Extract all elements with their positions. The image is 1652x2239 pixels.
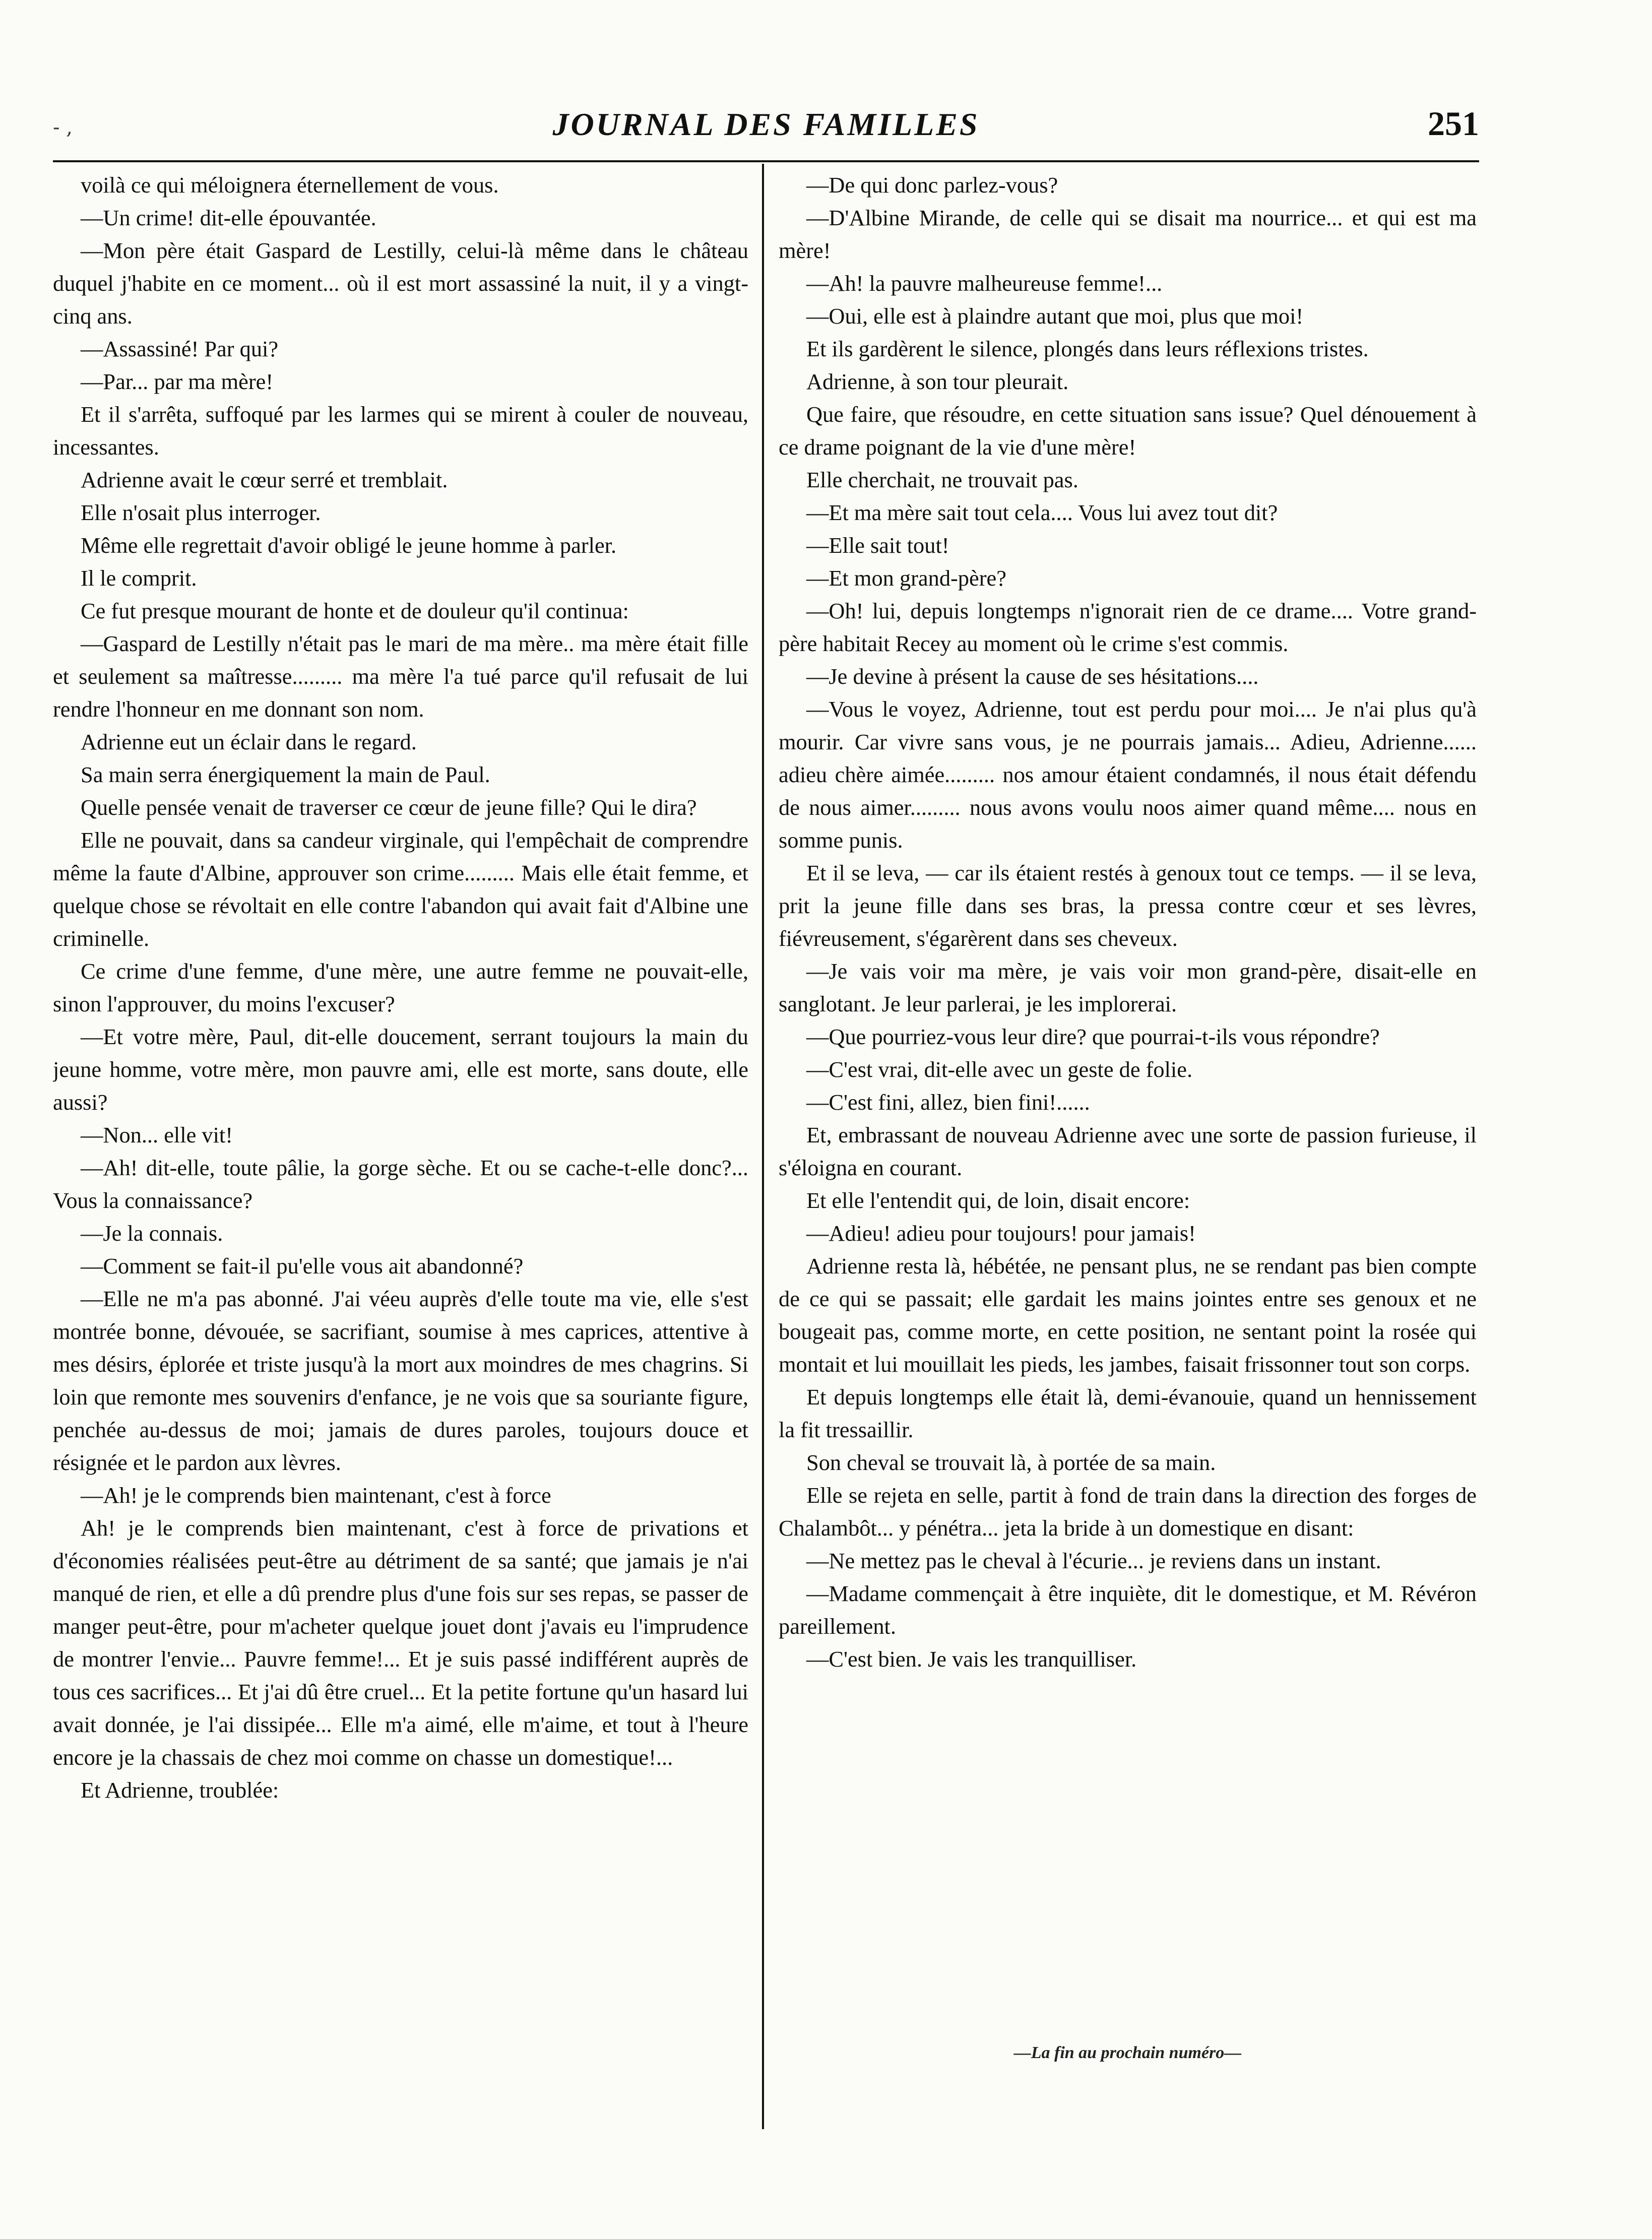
paragraph: —Oui, elle est à plaindre autant que moi, plus que moi!	[806, 303, 1304, 329]
paragraph: Même elle regrettait d'avoir obligé le jeune homme à parler.	[81, 533, 617, 558]
paragraph: —C'est vrai, dit-elle avec un geste de folie.	[806, 1057, 1193, 1082]
column-divider	[762, 164, 764, 2129]
right-column	[779, 169, 1477, 2134]
paragraph: —Par... par ma mère!	[81, 369, 274, 394]
paragraph: Et ils gardèrent le silence, plongés dans leurs réflexions tristes.	[806, 336, 1369, 361]
running-title: JOURNAL DES FAMILLES	[552, 106, 980, 142]
paragraph: —Je devine à présent la cause de ses hésitations....	[806, 664, 1259, 689]
paragraph: Et il se leva, — car ils étaient restés à genoux tout ce temps. — il se leva, prit la jeune fille dans ses bras, la pressa contre cœur et ses lèvres, fiévreusement, s'égarèrent dans ses cheveux.	[779, 860, 1477, 951]
page-header	[53, 101, 1479, 156]
paragraph: Adrienne avait le cœur serré et tremblait.	[81, 467, 448, 492]
paragraph: —Et votre mère, Paul, dit-elle doucement, serrant toujours la main du jeune homme, votre mère, mon pauvre ami, elle est morte, sans doute, elle aussi?	[53, 1024, 748, 1115]
paragraph: —Ah! la pauvre malheureuse femme!...	[806, 271, 1163, 296]
continuation-note: —La fin au prochain numéro—	[1013, 2043, 1242, 2062]
paragraph: —Adieu! adieu pour toujours! pour jamais!	[806, 1221, 1196, 1246]
paragraph: Il le comprit.	[81, 565, 197, 591]
paragraph: Elle se rejeta en selle, partit à fond de train dans la direction des forges de Chalambôt... y pénétra... jeta la bride à un domestique en disant:	[779, 1483, 1477, 1541]
paragraph: Et depuis longtemps elle était là, demi-évanouie, quand un hennissement la fit tressaillir.	[779, 1384, 1477, 1442]
paragraph: —Mon père était Gaspard de Lestilly, celui-là même dans le château duquel j'habite en ce moment... où il est mort assassiné la nuit, il y a vingt-cinq ans.	[53, 238, 748, 329]
paragraph: —Ah! dit-elle, toute pâlie, la gorge sèche. Et ou se cache-t-elle donc?... Vous la connaissance?	[53, 1155, 748, 1213]
paragraph: Ah! je le comprends bien maintenant, c'est à force de privations et d'économies réalisées peut-être au détriment de sa santé; que jamais je n'ai manqué de rien, et elle a dû prendre plus d'une fois sur ses repas, se passer de manger peut-être, pour m'acheter quelque jouet dont j'avais eu l'imprudence de montrer l'envie... Pauvre femme!... Et je suis passé indifférent auprès de tous ces sacrifices... Et j'ai dû être cruel... Et la petite fortune qu'un hasard lui avait donnée, je l'ai dissipée... Elle m'a aimé, elle m'aime, et tout à l'heure encore je la chassais de chez moi comme on chasse un domestique!...	[53, 1515, 748, 1770]
page-number: 251	[1428, 104, 1479, 143]
header-margin-mark: - ,	[53, 116, 73, 139]
paragraph: —Et mon grand-père?	[806, 565, 1006, 591]
paragraph: —Assassiné! Par qui?	[81, 336, 279, 361]
paragraph: Que faire, que résoudre, en cette situation sans issue? Quel dénouement à ce drame poignant de la vie d'une mère!	[779, 402, 1477, 460]
paragraph: Adrienne eut un éclair dans le regard.	[81, 729, 417, 754]
paragraph: —Un crime! dit-elle épouvantée.	[81, 205, 376, 230]
paragraph: Adrienne resta là, hébétée, ne pensant plus, ne se rendant pas bien compte de ce qui se passait; elle gardait les mains jointes entre ses genoux et ne bougeait pas, comme morte, en cette position, ne sentant point la rosée qui montait et lui mouillait les pieds, les jambes, faisait frissonner tout son corps.	[779, 1253, 1477, 1377]
paragraph: Elle ne pouvait, dans sa candeur virginale, qui l'empêchait de comprendre même la faute d'Albine, approuver son crime......... Mais elle était femme, et quelque chose se révoltait en elle contre l'abandon qui avait fait d'Albine une criminelle.	[53, 827, 748, 951]
paragraph: Son cheval se trouvait là, à portée de sa main.	[806, 1450, 1216, 1475]
paragraph: —C'est fini, allez, bien fini!......	[806, 1090, 1090, 1115]
header-rule	[53, 160, 1479, 162]
paragraph: —Oh! lui, depuis longtemps n'ignorait rien de ce drame.... Votre grand-père habitait Recey au moment où le crime s'est commis.	[779, 598, 1477, 656]
paragraph: Et, embrassant de nouveau Adrienne avec une sorte de passion furieuse, il s'éloigna en courant.	[779, 1122, 1477, 1180]
paragraph: —Et ma mère sait tout cela.... Vous lui avez tout dit?	[806, 500, 1278, 525]
left-column	[53, 169, 748, 2134]
paragraph: —D'Albine Mirande, de celle qui se disait ma nourrice... et qui est ma mère!	[779, 205, 1477, 263]
paragraph: —Vous le voyez, Adrienne, tout est perdu pour moi.... Je n'ai plus qu'à mourir. Car vivre sans vous, je ne pourrais jamais... Adieu, Adrienne...... adieu chère aimée......... nos amour étaient condamnés, il nous était défendu de nous aimer......... nous avons voulu noos aimer quand même.... nous en somme punis.	[779, 696, 1477, 853]
paragraph: —Non... elle vit!	[81, 1122, 233, 1147]
paragraph: Ce fut presque mourant de honte et de douleur qu'il continua:	[81, 598, 629, 623]
paragraph: Ce crime d'une femme, d'une mère, une autre femme ne pouvait-elle, sinon l'approuver, du moins l'excuser?	[53, 958, 748, 1016]
paragraph: —Je la connais.	[81, 1221, 223, 1246]
paragraph: Adrienne, à son tour pleurait.	[806, 369, 1069, 394]
paragraph: Et elle l'entendit qui, de loin, disait encore:	[806, 1188, 1190, 1213]
paragraph: Sa main serra énergiquement la main de Paul.	[81, 762, 490, 787]
paragraph: —Ne mettez pas le cheval à l'écurie... je reviens dans un instant.	[806, 1548, 1381, 1573]
paragraph: Elle cherchait, ne trouvait pas.	[806, 467, 1078, 492]
paragraph: —Madame commençait à être inquiète, dit le domestique, et M. Révéron pareillement.	[779, 1581, 1477, 1639]
paragraph: —Gaspard de Lestilly n'était pas le mari de ma mère.. ma mère était fille et seulement sa maîtresse......... ma mère l'a tué parce qu'il refusait de lui rendre l'honneur en me donnant son nom.	[53, 631, 748, 722]
paragraph: Et Adrienne, troublée:	[81, 1777, 279, 1803]
paragraph: —Je vais voir ma mère, je vais voir mon grand-père, disait-elle en sanglotant. Je leur parlerai, je les implorerai.	[779, 958, 1477, 1016]
paragraph: —Elle sait tout!	[806, 533, 949, 558]
paragraph: Elle n'osait plus interroger.	[81, 500, 321, 525]
paragraph: —C'est bien. Je vais les tranquilliser.	[806, 1646, 1137, 1672]
paragraph: —De qui donc parlez-vous?	[806, 172, 1058, 198]
paragraph: —Ah! je le comprends bien maintenant, c'est à force	[81, 1483, 551, 1508]
paragraph: Quelle pensée venait de traverser ce cœur de jeune fille? Qui le dira?	[81, 795, 697, 820]
paragraph: voilà ce qui méloignera éternellement de vous.	[81, 172, 499, 198]
paragraph: —Que pourriez-vous leur dire? que pourrai-t-ils vous répondre?	[806, 1024, 1380, 1049]
paragraph: —Comment se fait-il pu'elle vous ait abandonné?	[81, 1253, 524, 1278]
paragraph: Et il s'arrêta, suffoqué par les larmes qui se mirent à couler de nouveau, incessantes.	[53, 402, 748, 460]
paragraph: —Elle ne m'a pas abonné. J'ai véeu auprès d'elle toute ma vie, elle s'est montrée bonne, dévouée, se sacrifiant, soumise à mes caprices, attentive à mes désirs, éplorée et triste jusqu'à la mort aux moindres de mes chagrins. Si loin que remonte mes souvenirs d'enfance, je ne vois que sa souriante figure, penchée au-dessus de moi; jamais de dures paroles, toujours douce et résignée et le pardon aux lèvres.	[53, 1286, 748, 1475]
